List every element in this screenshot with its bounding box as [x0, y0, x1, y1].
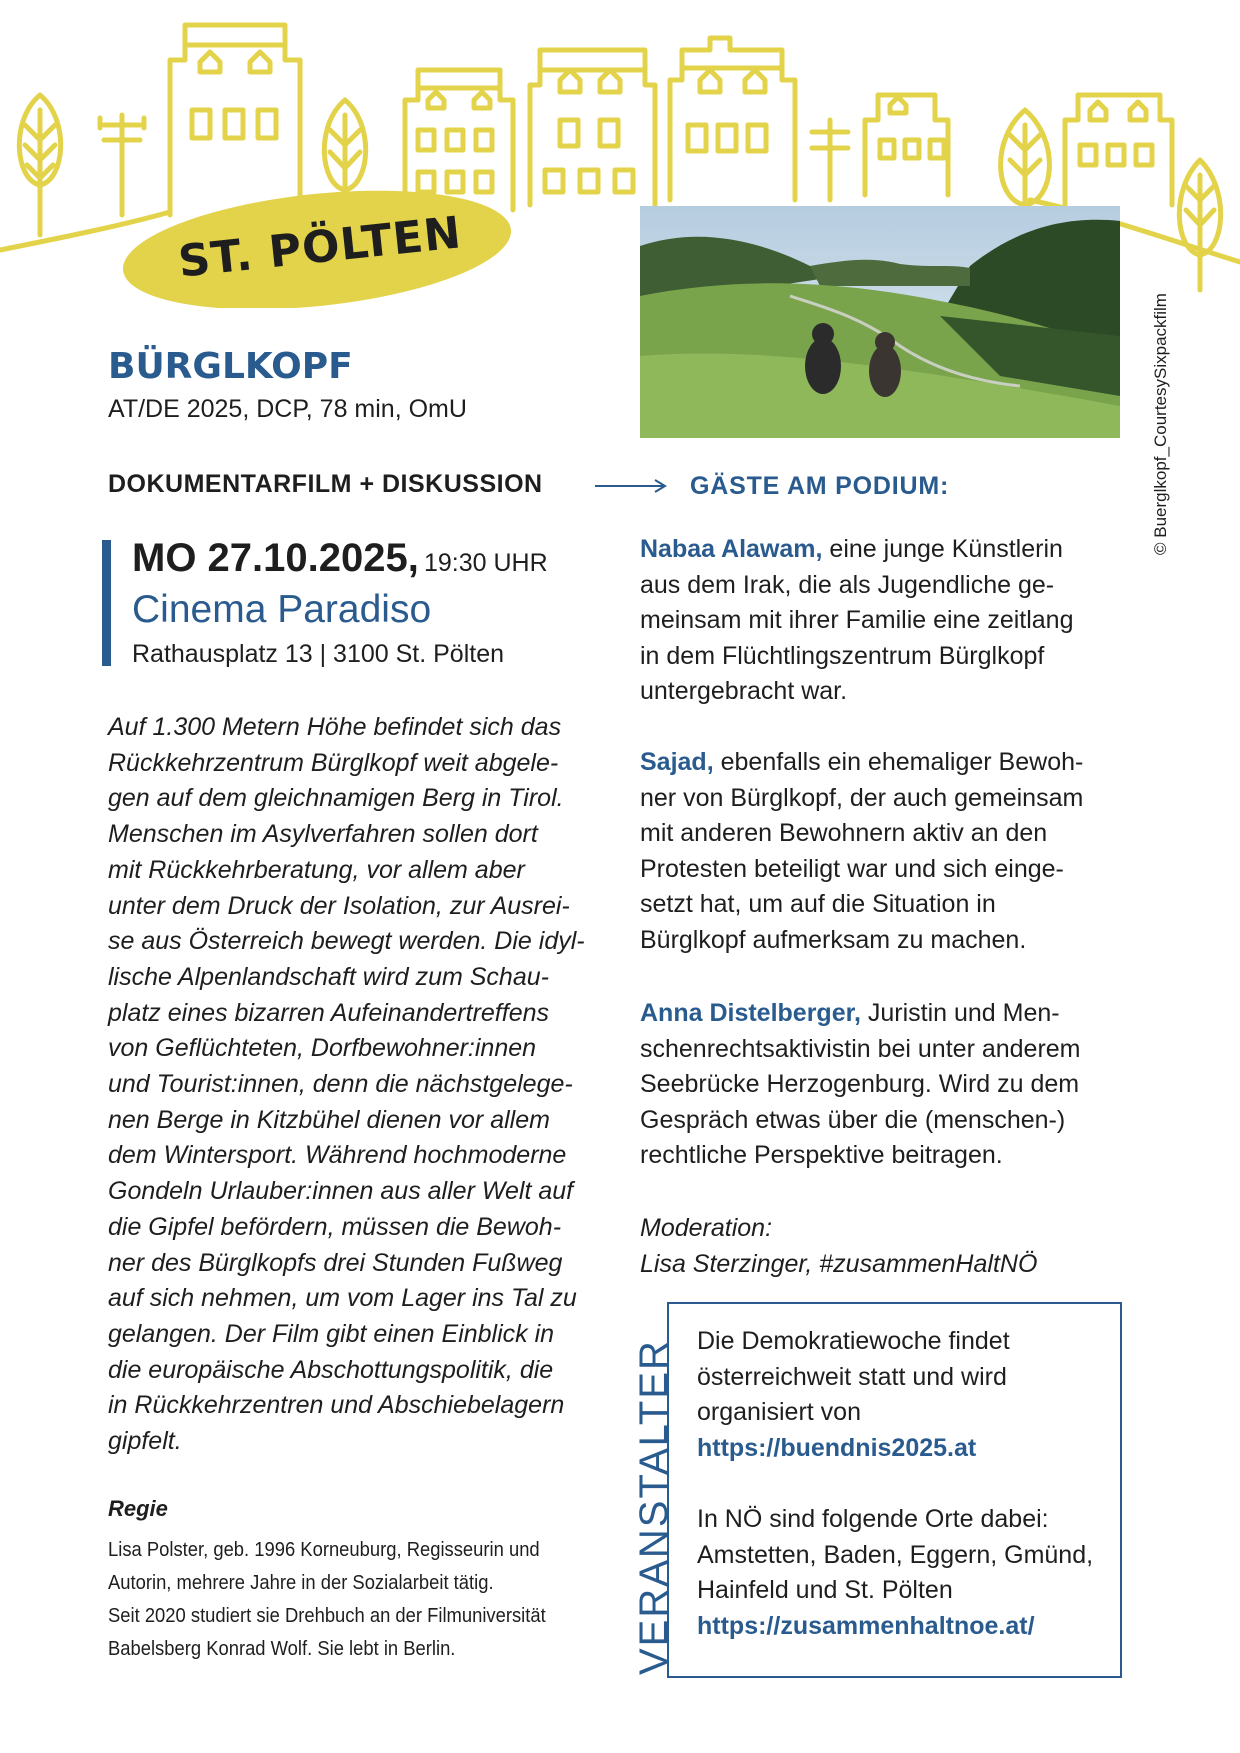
- guest-line: Seebrücke Herzogenburg. Wird zu dem: [640, 1070, 1080, 1098]
- event-address: Rathausplatz 13 | 3100 St. Pölten: [132, 640, 505, 668]
- arrow-right-icon: [595, 476, 671, 496]
- guest-name: Sajad,: [640, 748, 714, 776]
- film-meta: AT/DE 2025, DCP, 78 min, OmU: [108, 395, 467, 423]
- synopsis-line: Menschen im Asylverfahren sollen dort: [108, 820, 538, 849]
- synopsis-line: ner des Bürglkopfs drei Stunden Fußweg: [108, 1248, 563, 1277]
- regie-line: Autorin, mehrere Jahre in der Sozialarbeit tätig.: [108, 1572, 494, 1594]
- synopsis-line: Auf 1.300 Metern Höhe befindet sich das: [108, 713, 562, 741]
- guest-line: setzt hat, um auf die Situation in: [640, 890, 996, 918]
- zusammenhalt-link[interactable]: https://zusammenhaltnoe.at/: [697, 1611, 1035, 1640]
- synopsis-line: nen Berge in Kitzbühel dienen vor allem: [108, 1105, 550, 1134]
- guest-anna-distelberger: [640, 996, 1140, 1174]
- synopsis-line: se aus Österreich bewegt werden. Die idyl-: [108, 927, 585, 956]
- event-date-line: [132, 536, 548, 581]
- synopsis-line: die europäische Abschottungspolitik, die: [108, 1355, 554, 1384]
- organizer-text: organisiert von: [697, 1398, 861, 1426]
- moderation-value: Lisa Sterzinger, #zusammenHaltNÖ: [640, 1250, 1038, 1278]
- synopsis-line: von Geflüchteten, Dorfbewohner:innen: [108, 1034, 537, 1063]
- event-date: MO 27.10.2025,: [132, 536, 419, 580]
- synopsis-line: lische Alpenlandschaft wird zum Schau-: [108, 962, 549, 991]
- city-badge: [120, 190, 515, 308]
- photo-credit: © Buerglkopf_CourtesySixpackfilm: [1151, 293, 1170, 555]
- synopsis-line: gelangen. Der Film gibt einen Einblick in: [108, 1319, 555, 1348]
- guest-line: ner von Bürglkopf, der auch gemeinsam: [640, 783, 1084, 812]
- city-name: ST. PÖLTEN: [175, 207, 465, 288]
- event-venue: Cinema Paradiso: [132, 588, 432, 631]
- synopsis-line: gen auf dem gleichnamigen Berg in Tirol.: [108, 784, 564, 813]
- regie-heading: Regie: [108, 1496, 168, 1521]
- guest-sajad: [640, 745, 1140, 958]
- moderation: [640, 1210, 1037, 1282]
- synopsis-line: platz eines bizarren Aufeinandertreffens: [108, 998, 550, 1027]
- guest-nabaa-alawam: [640, 532, 1140, 710]
- organizer-label: VERANSTALTER: [632, 1339, 676, 1675]
- synopsis-line: Rückkehrzentrum Bürglkopf weit abgele-: [108, 748, 559, 777]
- guest-line: Bürglkopf aufmerksam zu machen.: [640, 925, 1027, 954]
- event-time: 19:30 UHR: [423, 549, 548, 577]
- synopsis-line: Gondeln Urlauber:innen aus aller Welt auf: [108, 1177, 574, 1206]
- guest-line: aus dem Irak, die als Jugendliche ge-: [640, 570, 1055, 599]
- synopsis-line: mit Rückkehrberatung, vor allem aber: [108, 855, 525, 884]
- guest-line: schenrechtsaktivistin bei unter anderem: [640, 1034, 1081, 1063]
- guest-name: Anna Distelberger,: [640, 999, 861, 1027]
- guest-line: meinsam mit ihrer Familie eine zeitlang: [640, 606, 1074, 634]
- synopsis-line: und Tourist:innen, denn die nächstgelege-: [108, 1070, 573, 1099]
- guests-heading: GÄSTE AM PODIUM:: [690, 472, 950, 500]
- regie-line: Babelsberg Konrad Wolf. Sie lebt in Berlin.: [108, 1638, 456, 1660]
- synopsis-line: gipfelt.: [108, 1427, 182, 1456]
- synopsis-line: unter dem Druck der Isolation, zur Ausrei-: [108, 891, 570, 920]
- regie-bio: [108, 1534, 628, 1666]
- buendnis-link[interactable]: https://buendnis2025.at: [697, 1433, 977, 1462]
- film-title: BÜRGLKOPF: [108, 346, 353, 387]
- guest-text: eine junge Künstlerin: [822, 535, 1063, 563]
- film-genre: DOKUMENTARFILM + DISKUSSION: [108, 470, 543, 498]
- guest-line: rechtliche Perspektive beitragen.: [640, 1141, 1003, 1169]
- organizer-info-box: [667, 1302, 1122, 1678]
- synopsis-line: die Gipfel befördern, müssen die Bewoh-: [108, 1212, 562, 1241]
- film-still-image: [640, 206, 1120, 438]
- organizer-text: Amstetten, Baden, Eggern, Gmünd,: [697, 1540, 1094, 1569]
- guest-line: Gespräch etwas über die (menschen-): [640, 1105, 1066, 1134]
- moderation-label: Moderation:: [640, 1214, 773, 1242]
- guest-text: ebenfalls ein ehemaliger Bewoh-: [713, 748, 1084, 776]
- organizer-text: Hainfeld und St. Pölten: [697, 1576, 953, 1604]
- guest-line: untergebracht war.: [640, 677, 848, 705]
- guest-line: Protesten beteiligt war und sich einge-: [640, 854, 1064, 883]
- synopsis: [108, 710, 618, 1460]
- organizer-text: österreichweit statt und wird: [697, 1362, 1007, 1391]
- regie-line: Lisa Polster, geb. 1996 Korneuburg, Regisseurin und: [108, 1539, 540, 1561]
- synopsis-line: dem Wintersport. Während hochmoderne: [108, 1141, 567, 1170]
- regie-line: Seit 2020 studiert sie Drehbuch an der Filmuniversität: [108, 1605, 546, 1627]
- organizer-text: In NÖ sind folgende Orte dabei:: [697, 1505, 1049, 1533]
- synopsis-line: auf sich nehmen, um vom Lager ins Tal zu: [108, 1284, 577, 1313]
- guest-line: in dem Flüchtlingszentrum Bürglkopf: [640, 641, 1045, 670]
- synopsis-line: in Rückkehrzentren und Abschiebelagern: [108, 1391, 565, 1420]
- spacer: [697, 1466, 1120, 1502]
- guest-line: mit anderen Bewohnern aktiv an den: [640, 819, 1048, 847]
- date-accent-bar: [102, 540, 111, 666]
- guest-text: Juristin und Men-: [860, 999, 1060, 1027]
- guest-name: Nabaa Alawam,: [640, 535, 823, 563]
- organizer-text: Die Demokratiewoche findet: [697, 1327, 1010, 1355]
